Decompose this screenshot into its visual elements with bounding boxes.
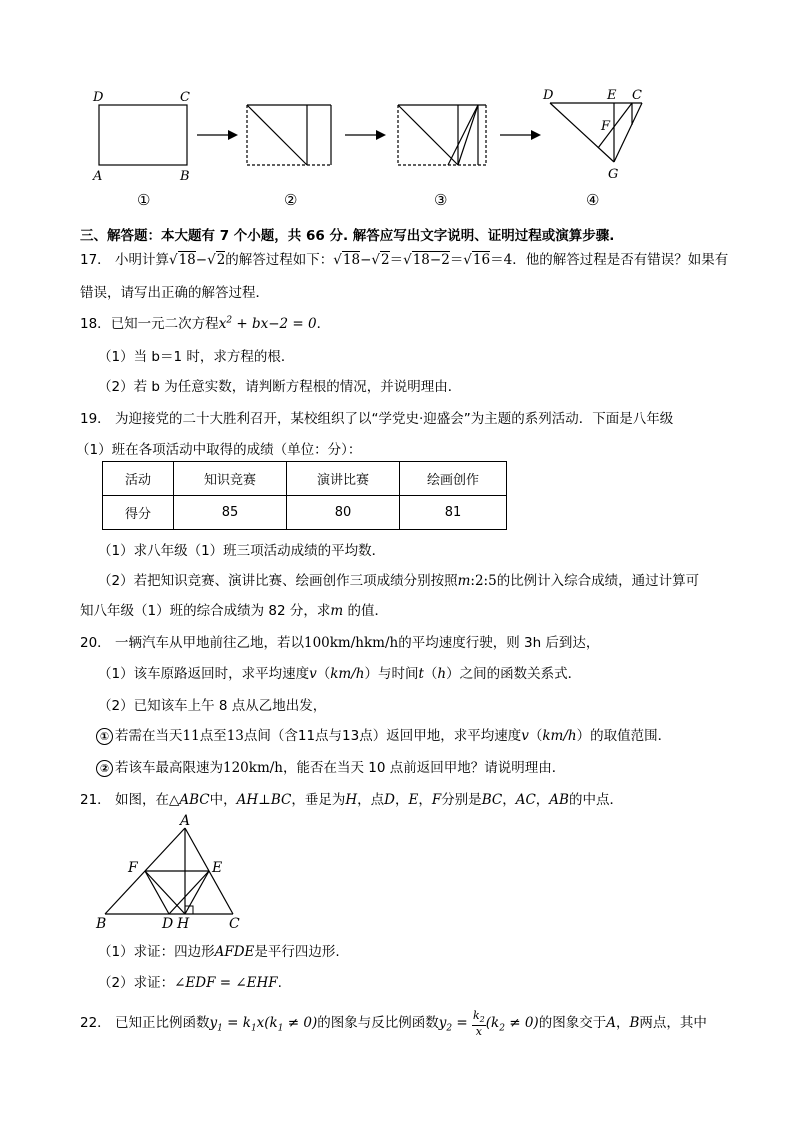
q19-part2-cont: 知八年级（1）班的综合成绩为 82 分，求m 的值． [80, 603, 388, 619]
q17-number: 17． [80, 252, 111, 268]
q19-part1: （1）求八年级（1）班三项活动成绩的平均数． [98, 543, 386, 559]
tri-label-c: C [229, 916, 240, 932]
q20-sub1: ① 若需在当天11点至13点间（含11点与13点）返回甲地，求平均速度v（km/h）的取值范围． [96, 724, 671, 745]
q20-part2: （2）已知该车上午 8 点从乙地出发， [98, 698, 327, 714]
fig1-label-a: A [93, 169, 103, 184]
q21-number: 21． [80, 792, 111, 808]
q20-line1: 20． 一辆汽车从甲地前往乙地，若以100km/hkm/h的平均速度行驶，则 3h 后到达， [80, 635, 600, 651]
fig4-number: ④ [586, 191, 600, 209]
table-cell: 81 [400, 496, 507, 530]
q20-sub2: ② 若该车最高限速为120km/h，能否在当天 10 点前返回甲地？请说明理由． [96, 756, 565, 777]
table-cell: 80 [287, 496, 400, 530]
figure-3 [398, 105, 486, 209]
fig1-label-b: B [180, 169, 190, 184]
q20-number: 20． [80, 635, 111, 651]
arrow-2 [345, 130, 386, 140]
fig1-label-d: D [93, 90, 104, 105]
q18-part2: （2）若 b 为任意实数，请判断方程根的情况，并说明理由． [98, 379, 462, 395]
tri-label-h: H [177, 916, 190, 932]
q20-part1: （1）该车原路返回时，求平均速度v（km/h）与时间t（h）之间的函数关系式． [98, 666, 582, 682]
tri-label-f: F [128, 860, 138, 876]
table-header-cell: 知识竞赛 [174, 462, 287, 496]
arrow-3 [500, 130, 541, 140]
q18-equation: $x^2 + bx-2 = 0$ [218, 315, 317, 332]
fig4-label-e: E [607, 88, 617, 103]
score-table [102, 461, 507, 530]
q21-part2: （2）求证：∠EDF = ∠EHF. [98, 975, 282, 991]
fig4-label-d: D [543, 88, 554, 103]
q17-line1: 17． 小明计算√18−√2的解答过程如下：√18−√2＝√18−2＝√16＝4．他的解答过程是否有错误？如果有 [80, 252, 729, 268]
table-header-cell: 绘画创作 [400, 462, 507, 496]
figure-2 [247, 105, 331, 209]
fig3-number: ③ [434, 191, 448, 209]
q17-line2: 错误，请写出正确的解答过程． [80, 285, 269, 301]
table-row [103, 496, 507, 530]
tri-label-e: E [212, 860, 223, 876]
q21-line1: 21． 如图，在△ABC中，AH⊥BC，垂足为H，点D，E，F分别是BC，AC，AB的中点． [80, 792, 623, 808]
table-header-row [103, 462, 507, 496]
q18-line1: 18．已知一元二次方程$x^2 + bx-2 = 0$． [80, 315, 331, 332]
fig4-label-c: C [632, 88, 642, 103]
folding-figures [0, 0, 794, 215]
fig1-number: ① [137, 191, 151, 209]
section-3-heading: 三、解答题：本大题有 7 个小题，共 66 分. 解答应写出文字说明、证明过程或演算步骤. [80, 228, 615, 244]
q22-line1: 22． 已知正比例函数$y_1 = k_1x(k_1 \ne 0)$的图象与反比例函数$y_2$ = $\frac{k_2}{x}$ $(k_2 \ne 0)$的图象交于A，B两点，其中 [80, 1009, 707, 1039]
table-cell: 得分 [103, 496, 174, 530]
q21-part1: （1）求证：四边形AFDE是平行四边形. [98, 944, 340, 960]
fig4-label-f: F [601, 119, 611, 134]
q19-part2: （2）若把知识竞赛、演讲比赛、绘画创作三项成绩分别按照m:2:5的比例计入综合成绩，通过计算可 [98, 573, 700, 589]
circled-2-icon: ② [96, 760, 113, 777]
q19-line2: （1）班在各项活动中取得的成绩（单位：分）： [76, 442, 362, 458]
fig4-label-g: G [608, 167, 619, 182]
q18-number: 18． [80, 316, 111, 332]
q19-line1: 19． 为迎接党的二十大胜利召开，某校组织了以“学党史·迎盛会”为主题的系列活动．下面是八年级 [80, 411, 674, 427]
q18-part1: （1）当 b＝1 时，求方程的根． [98, 349, 295, 365]
q22-number: 22． [80, 1015, 111, 1032]
figure-4 [542, 88, 642, 209]
table-header-cell: 活动 [103, 462, 174, 496]
q20-speed: 100km/hkm/h [303, 635, 399, 651]
tri-label-a: A [180, 813, 191, 829]
q19-number: 19． [80, 411, 111, 427]
fig1-label-c: C [180, 90, 190, 105]
circled-1-icon: ① [96, 728, 113, 745]
table-header-cell: 演讲比赛 [287, 462, 400, 496]
fig2-number: ② [284, 191, 298, 209]
table-cell: 85 [174, 496, 287, 530]
arrow-1 [197, 130, 238, 140]
q17-solution: √18−√2＝√18−2＝√16＝4 [333, 252, 513, 268]
triangle-figure [0, 810, 794, 935]
figure-1 [92, 90, 190, 209]
q17-expression: √18−√2 [168, 252, 226, 268]
tri-label-d: D [162, 916, 174, 932]
tri-label-b: B [96, 916, 107, 932]
